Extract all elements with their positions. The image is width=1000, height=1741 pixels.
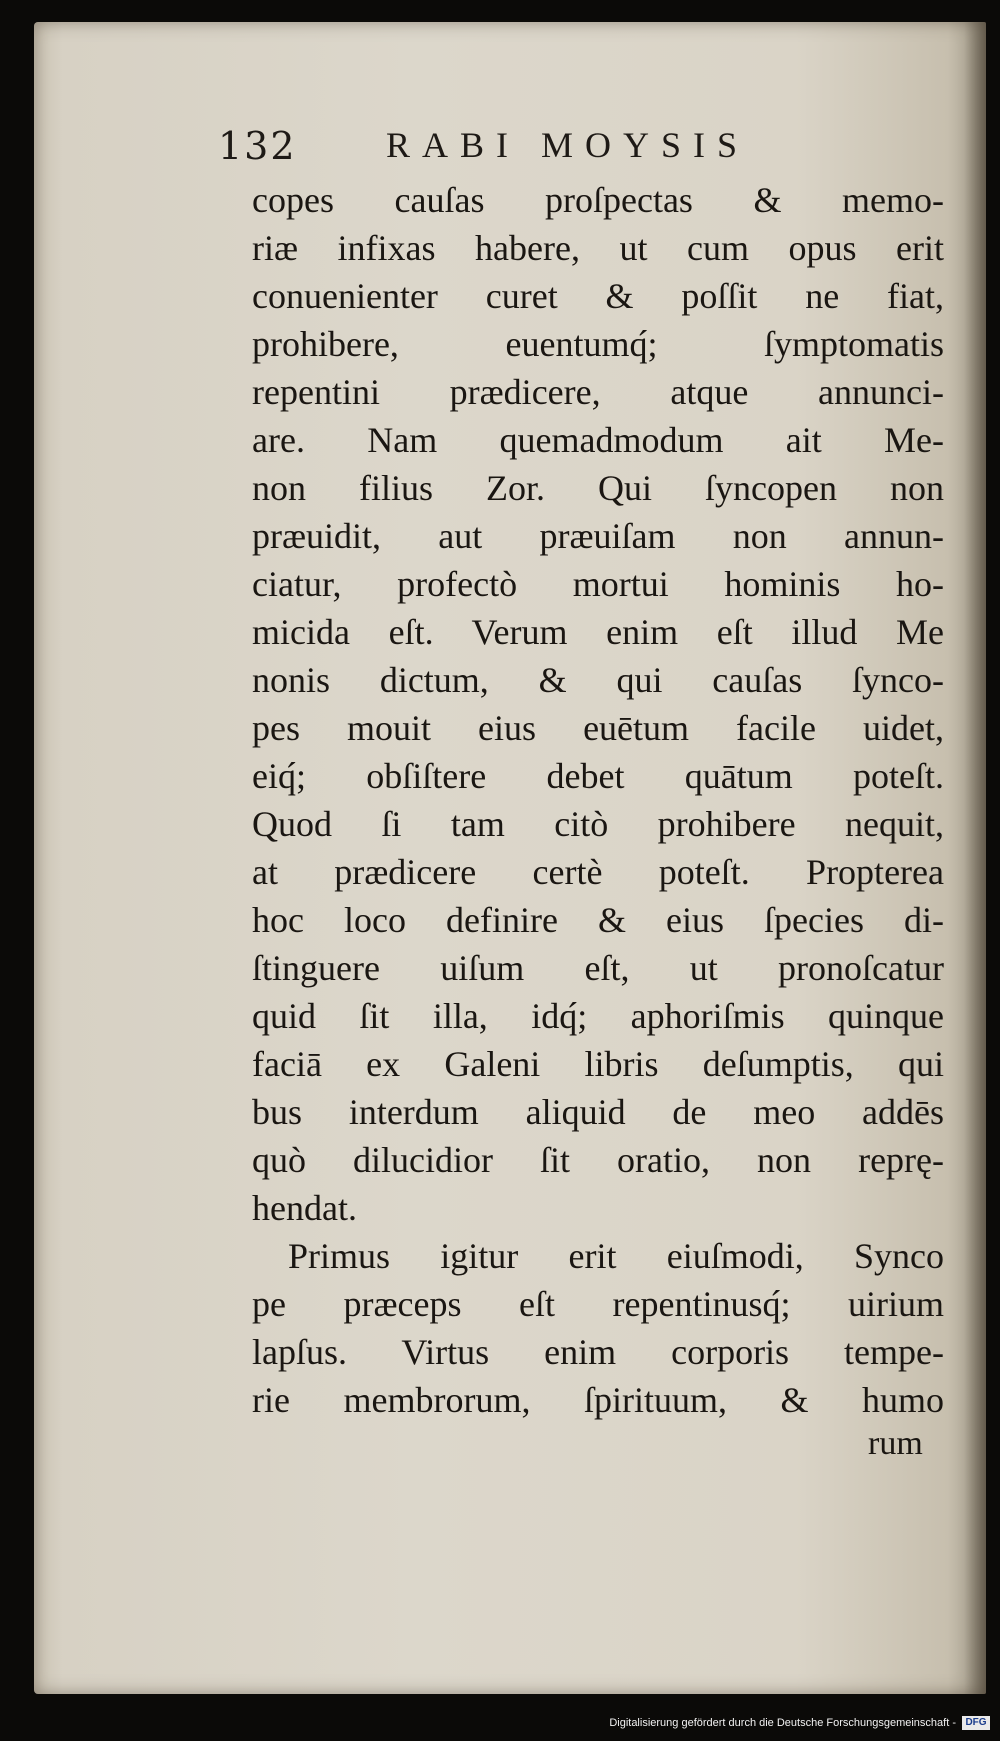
digitization-footer (609, 1711, 990, 1735)
page-number: 132 (218, 124, 297, 168)
text-line: bus interdum aliquid de meo addēs (252, 1092, 944, 1132)
text-line: quò dilucidior ſit oratio, non reprę- (252, 1140, 944, 1180)
page-edge-shadow (964, 22, 986, 1694)
text-line: conuenienter curet & poſſit ne fiat, (252, 276, 944, 316)
body-text (252, 176, 952, 1424)
funding-credit: Digitalisierung gefördert durch die Deutsche Forschungsgemeinschaft - (609, 1717, 956, 1729)
text-line: are. Nam quemadmodum ait Me- (252, 420, 944, 460)
text-line: quid ſit illa, idq́; aphoriſmis quinque (252, 996, 944, 1036)
text-line: lapſus. Virtus enim corporis tempe- (252, 1332, 944, 1372)
text-line: hoc loco definire & eius ſpecies di- (252, 900, 944, 940)
text-line: at prædicere certè poteſt. Propterea (252, 852, 944, 892)
text-line: nonis dictum, & qui cauſas ſynco- (252, 660, 944, 700)
text-line: prohibere, euentumq́; ſymptomatis (252, 324, 944, 364)
text-line: faciā ex Galeni libris deſumptis, qui (252, 1044, 944, 1084)
catchword: rum (868, 1425, 923, 1462)
text-line: hendat. (252, 1188, 357, 1228)
text-line: præuidit, aut præuiſam non annun- (252, 516, 944, 556)
text-line: copes cauſas proſpectas & memo- (252, 180, 944, 220)
text-line: rie membrorum, ſpirituum, & humo (252, 1380, 944, 1420)
text-line: eiq́; obſiſtere debet quātum poteſt. (252, 756, 944, 796)
text-line: pes mouit eius euētum facile uidet, (252, 708, 944, 748)
running-head: RABI MOYSIS (386, 125, 750, 165)
text-line: Primus igitur erit eiuſmodi, Synco (288, 1236, 944, 1276)
dfg-logo: DFG (962, 1716, 990, 1730)
text-line: ſtinguere uiſum eſt, ut pronoſcatur (252, 948, 944, 988)
text-line: micida eſt. Verum enim eſt illud Me (252, 612, 944, 652)
page-header (218, 106, 778, 166)
text-line: pe præceps eſt repentinusq́; uirium (252, 1284, 944, 1324)
text-line: repentini prædicere, atque annunci- (252, 372, 944, 412)
text-line: ciatur, profectò mortui hominis ho- (252, 564, 944, 604)
text-line: non filius Zor. Qui ſyncopen non (252, 468, 944, 508)
text-line: Quod ſi tam citò prohibere nequit, (252, 804, 944, 844)
text-line: riæ infixas habere, ut cum opus erit (252, 228, 944, 268)
